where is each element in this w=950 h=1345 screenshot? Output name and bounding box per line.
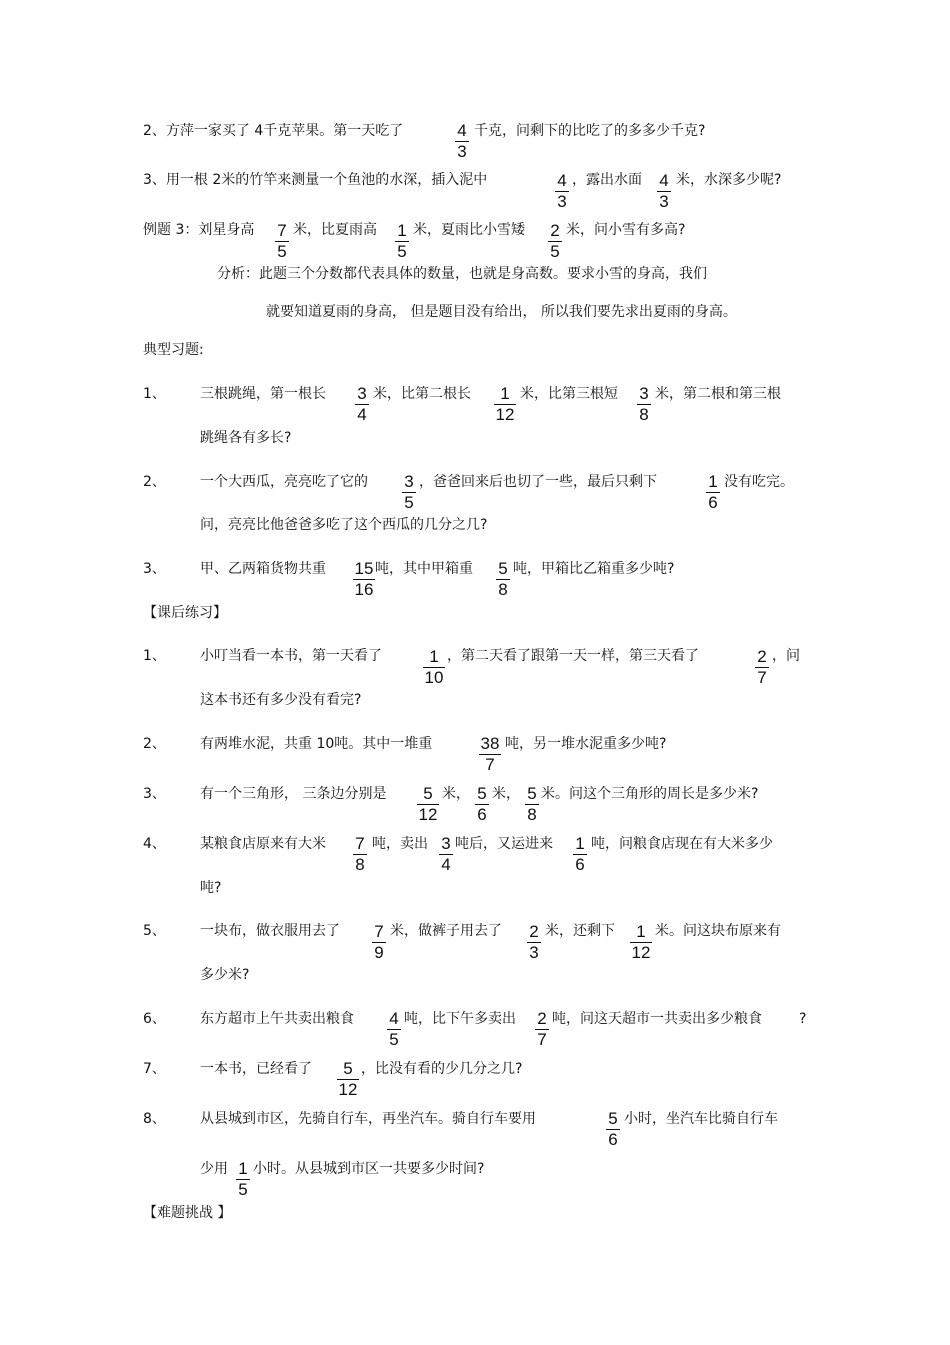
fraction-numerator: 1 — [500, 384, 510, 403]
fraction-numerator: 4 — [659, 171, 669, 190]
text-run-m7: 7、 — [143, 1061, 166, 1077]
text-run-n2: 2、 — [143, 474, 166, 490]
text-run-l6: 典型习题: — [143, 342, 204, 358]
fraction-denominator: 4 — [357, 405, 367, 424]
fraction-denominator: 7 — [485, 755, 495, 774]
text-run-m8: 8、 — [143, 1111, 166, 1127]
text-run-l16: 有一个三角形， 三条边分别是 — [200, 786, 387, 802]
fraction-denominator: 12 — [338, 1080, 358, 1099]
text-run-l19c: 米，还剩下 — [545, 923, 615, 939]
fraction-denominator: 16 — [354, 580, 374, 599]
fraction-denominator: 5 — [277, 242, 287, 261]
text-run-l7b: 米，比第二根长 — [373, 386, 471, 402]
fraction-f8 — [485, 384, 525, 425]
text-run-l2b: ，露出水面 — [572, 172, 642, 188]
text-run-l22b: ，比没有看的少几分之几? — [361, 1061, 523, 1077]
fraction-numerator: 4 — [557, 171, 567, 190]
text-run-l15b: 吨，另一堆水泥重多少吨? — [505, 736, 667, 752]
fraction-f27 — [522, 1009, 562, 1050]
fraction-numerator: 2 — [550, 221, 560, 240]
fraction-numerator: 4 — [389, 1009, 399, 1028]
text-run-l11c: 吨，甲箱比乙箱重多少吨? — [513, 561, 675, 577]
fraction-f18 — [462, 784, 502, 825]
text-run-l21d: ? — [799, 1011, 807, 1027]
fraction-numerator: 1 — [575, 834, 585, 853]
fraction-denominator: 5 — [404, 493, 414, 512]
text-run-l16d: 米。问这个三角形的周长是多少米? — [541, 786, 759, 802]
fraction-denominator: 10 — [424, 668, 444, 687]
fraction-denominator: 7 — [757, 668, 767, 687]
text-run-l19b: 米，做裤子用去了 — [390, 923, 502, 939]
text-run-l20: 多少米? — [200, 967, 250, 983]
text-run-l3d: 米，问小雪有多高? — [566, 222, 686, 238]
text-run-l17: 某粮食店原来有大米 — [200, 836, 326, 852]
fraction-denominator: 12 — [418, 805, 438, 824]
fraction-numerator: 2 — [537, 1009, 547, 1028]
text-run-l9c: 没有吃完。 — [724, 474, 794, 490]
fraction-denominator: 6 — [608, 1130, 618, 1149]
text-run-l23b: 小时，坐汽车比骑自行车 — [624, 1111, 778, 1127]
fraction-denominator: 5 — [550, 242, 560, 261]
fraction-f2 — [542, 171, 582, 212]
fraction-numerator: 3 — [639, 384, 649, 403]
text-run-l16b: 米， — [442, 786, 470, 802]
fraction-f29 — [593, 1109, 633, 1150]
fraction-f15 — [742, 647, 782, 688]
text-run-l22: 一本书，已经看了 — [200, 1061, 312, 1077]
fraction-numerator: 5 — [498, 559, 508, 578]
fraction-f22 — [560, 834, 600, 875]
fraction-denominator: 8 — [639, 405, 649, 424]
fraction-numerator: 1 — [429, 647, 439, 666]
text-run-l2c: 米，水深多少呢? — [676, 172, 782, 188]
text-run-l3c: 米，夏雨比小雪矮 — [413, 222, 525, 238]
text-run-m3: 3、 — [143, 786, 166, 802]
fraction-denominator: 9 — [374, 943, 384, 962]
fraction-numerator: 2 — [529, 922, 539, 941]
fraction-numerator: 5 — [527, 784, 537, 803]
text-run-l21c: 吨，问这天超市一共卖出多少粮食 — [552, 1011, 762, 1027]
fraction-denominator: 8 — [527, 805, 537, 824]
text-run-l7c: 米，比第三根短 — [520, 386, 618, 402]
fraction-denominator: 6 — [575, 855, 585, 874]
text-run-m4: 4、 — [143, 836, 166, 852]
fraction-numerator: 3 — [357, 384, 367, 403]
fraction-numerator: 15 — [354, 559, 374, 578]
text-run-l18: 吨? — [200, 880, 222, 896]
fraction-numerator: 7 — [355, 834, 365, 853]
fraction-f16 — [470, 734, 510, 775]
fraction-f6 — [535, 221, 575, 262]
fraction-f13 — [483, 559, 523, 600]
fraction-denominator: 4 — [441, 855, 451, 874]
text-run-n1: 1、 — [143, 386, 166, 402]
fraction-denominator: 5 — [389, 1030, 399, 1049]
fraction-f26 — [374, 1009, 414, 1050]
fraction-f20 — [340, 834, 380, 875]
fraction-f23 — [359, 922, 399, 963]
fraction-f19 — [512, 784, 552, 825]
fraction-numerator: 7 — [374, 922, 384, 941]
fraction-numerator: 4 — [457, 121, 467, 140]
text-run-l3b: 米，比夏雨高 — [293, 222, 377, 238]
fraction-denominator: 8 — [355, 855, 365, 874]
text-run-l9b: ，爸爸回来后也切了一些，最后只剩下 — [419, 474, 657, 490]
fraction-numerator: 5 — [608, 1109, 618, 1128]
text-run-l25: 【难题挑战 】 — [143, 1205, 232, 1221]
fraction-numerator: 3 — [441, 834, 451, 853]
fraction-f17 — [408, 784, 448, 825]
text-run-l24b: 小时。从县城到市区一共要多少时间? — [253, 1161, 485, 1177]
fraction-denominator: 5 — [397, 242, 407, 261]
text-run-m6: 6、 — [143, 1011, 166, 1027]
fraction-numerator: 5 — [423, 784, 433, 803]
fraction-denominator: 6 — [708, 493, 718, 512]
text-run-l23: 从县城到市区，先骑自行车，再坐汽车。骑自行车要用 — [200, 1111, 536, 1127]
fraction-numerator: 3 — [404, 472, 414, 491]
fraction-numerator: 1 — [636, 922, 646, 941]
fraction-f5 — [382, 221, 422, 262]
fraction-numerator: 1 — [238, 1159, 248, 1178]
fraction-f25 — [621, 922, 661, 963]
text-run-l13b: ，第二天看了跟第一天一样，第三天看了 — [447, 648, 699, 664]
fraction-denominator: 3 — [659, 192, 669, 211]
text-run-l17c: 吨后，又运进来 — [455, 836, 553, 852]
text-run-n3: 3、 — [143, 561, 166, 577]
text-run-m1: 1、 — [143, 648, 166, 664]
text-run-l12: 【课后练习】 — [143, 605, 227, 621]
fraction-denominator: 12 — [631, 943, 651, 962]
fraction-f12 — [344, 559, 384, 600]
fraction-numerator: 38 — [480, 734, 500, 753]
fraction-numerator: 1 — [397, 221, 407, 240]
text-run-m2: 2、 — [143, 736, 166, 752]
fraction-denominator: 3 — [557, 192, 567, 211]
fraction-f7 — [342, 384, 382, 425]
fraction-denominator: 8 — [498, 580, 508, 599]
text-run-l13: 小叮当看一本书，第一天看了 — [200, 648, 382, 664]
fraction-f3 — [644, 171, 684, 212]
fraction-numerator: 1 — [708, 472, 718, 491]
fraction-f4 — [262, 221, 302, 262]
text-run-l19d: 米。问这块布原来有 — [655, 923, 781, 939]
text-run-l15: 有两堆水泥，共重 10吨。其中一堆重 — [200, 736, 433, 752]
fraction-denominator: 12 — [495, 405, 515, 424]
text-run-l21: 东方超市上午共卖出粮食 — [200, 1011, 354, 1027]
text-run-l1b: 千克，问剩下的比吃了的多多少千克? — [474, 123, 706, 139]
fraction-f21 — [426, 834, 466, 875]
text-run-l7d: 米，第二根和第三根 — [655, 386, 781, 402]
fraction-f1 — [442, 121, 482, 162]
text-run-l7: 三根跳绳，第一根长 — [200, 386, 326, 402]
fraction-denominator: 7 — [537, 1030, 547, 1049]
text-run-l17d: 吨，问粮食店现在有大米多少 — [591, 836, 773, 852]
text-run-l2: 3、用一根 2米的竹竿来测量一个鱼池的水深，插入泥中 — [143, 172, 488, 188]
fraction-numerator: 5 — [343, 1059, 353, 1078]
fraction-numerator: 2 — [757, 647, 767, 666]
fraction-denominator: 3 — [457, 142, 467, 161]
text-run-l14: 这本书还有多少没有看完? — [200, 692, 362, 708]
fraction-f14 — [414, 647, 454, 688]
text-run-m5: 5、 — [143, 923, 166, 939]
fraction-numerator: 5 — [477, 784, 487, 803]
text-run-l8: 跳绳各有多长? — [200, 430, 292, 446]
fraction-denominator: 3 — [529, 943, 539, 962]
fraction-f10 — [389, 472, 429, 513]
fraction-f28 — [328, 1059, 368, 1100]
fraction-f9 — [624, 384, 664, 425]
text-run-l11b: 吨，其中甲箱重 — [375, 561, 473, 577]
fraction-f24 — [514, 922, 554, 963]
text-run-l19: 一块布，做衣服用去了 — [200, 923, 340, 939]
fraction-f11 — [693, 472, 733, 513]
text-run-l4: 分析：此题三个分数都代表具体的数量，也就是身高数。要求小雪的身高，我们 — [217, 266, 707, 282]
fraction-denominator: 5 — [238, 1180, 248, 1199]
fraction-denominator: 6 — [477, 805, 487, 824]
text-run-l1: 2、方萍一家买了 4千克苹果。第一天吃了 — [143, 123, 404, 139]
fraction-f30 — [223, 1159, 263, 1200]
text-run-l9: 一个大西瓜，亮亮吃了它的 — [200, 474, 368, 490]
text-run-l11: 甲、乙两箱货物共重 — [200, 561, 326, 577]
text-run-l24: 少用 — [200, 1161, 228, 1177]
text-run-l3: 例题 3：刘星身高 — [143, 222, 255, 238]
text-run-l17b: 吨，卖出 — [372, 836, 428, 852]
fraction-numerator: 7 — [277, 221, 287, 240]
text-run-l16c: 米， — [492, 786, 520, 802]
text-run-l10: 问，亮亮比他爸爸多吃了这个西瓜的几分之几? — [200, 517, 488, 533]
text-run-l13c: ，问 — [772, 648, 800, 664]
text-run-l5: 就要知道夏雨的身高， 但是题目没有给出， 所以我们要先求出夏雨的身高。 — [266, 304, 737, 320]
text-run-l21b: 吨，比下午多卖出 — [404, 1011, 516, 1027]
